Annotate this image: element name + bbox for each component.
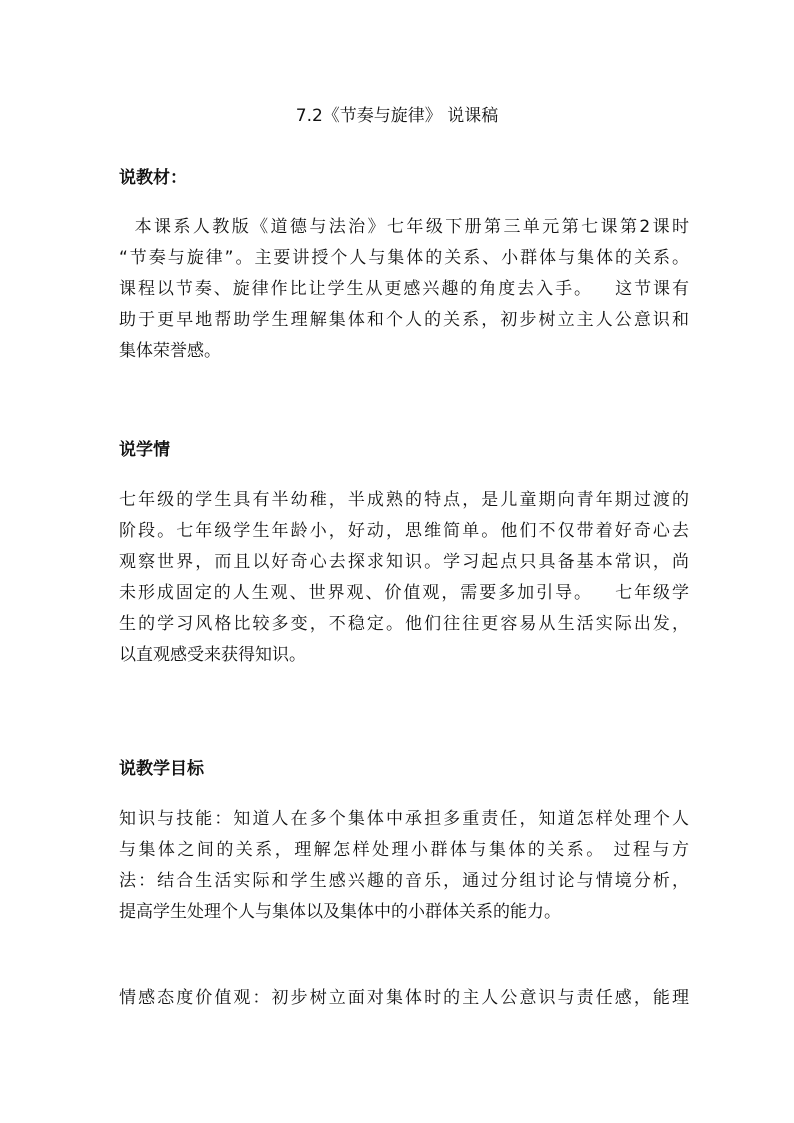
paragraph-line: 未形成固定的人生观、世界观、价值观，需要多加引导。 七年级学	[119, 583, 689, 603]
paragraph-line: 助于更早地帮助学生理解集体和个人的关系，初步树立主人公意识和	[119, 310, 689, 330]
section-heading-objectives: 说教学目标	[119, 759, 204, 779]
paragraph-students	[119, 485, 689, 671]
paragraph-line: 阶段。七年级学生年龄小，好动，思维简单。他们不仅带着好奇心去	[119, 521, 689, 541]
paragraph-line: 提高学生处理个人与集体以及集体中的小群体关系的能力。	[119, 902, 561, 922]
document-title: 7.2《节奏与旋律》 说课稿	[295, 106, 499, 126]
paragraph-objectives	[119, 804, 689, 928]
paragraph-line: 集体荣誉感。	[119, 341, 221, 361]
paragraph-line: 以直观感受来获得知识。	[119, 645, 306, 665]
section-heading-textbook: 说教材：	[119, 168, 187, 188]
section-heading-students: 说学情	[119, 440, 170, 460]
paragraph-line: 生的学习风格比较多变，不稳定。他们往往更容易从生活实际出发，	[119, 614, 689, 634]
paragraph-line: 知识与技能：知道人在多个集体中承担多重责任，知道怎样处理个人	[119, 809, 689, 829]
paragraph-line: 观察世界，而且以好奇心去探求知识。学习起点只具备基本常识，尚	[119, 552, 689, 572]
paragraph-line: 本课系人教版《道德与法治》七年级下册第三单元第七课第2课时	[119, 217, 689, 237]
paragraph-line: 与集体之间的关系，理解怎样处理小群体与集体的关系。 过程与方	[119, 840, 689, 860]
paragraph-textbook	[119, 212, 689, 367]
paragraph-line: 法：结合生活实际和学生感兴趣的音乐，通过分组讨论与情境分析，	[119, 871, 689, 891]
paragraph-line: 情感态度价值观：初步树立面对集体时的主人公意识与责任感，能理	[119, 988, 689, 1008]
paragraph-line: 七年级的学生具有半幼稚，半成熟的特点，是儿童期向青年期过渡的	[119, 490, 689, 510]
paragraph-line: 课程以节奏、旋律作比让学生从更感兴趣的角度去入手。 这节课有	[119, 279, 689, 299]
paragraph-line: “节奏与旋律”。主要讲授个人与集体的关系、小群体与集体的关系。	[119, 248, 689, 268]
paragraph-values	[119, 983, 689, 1014]
